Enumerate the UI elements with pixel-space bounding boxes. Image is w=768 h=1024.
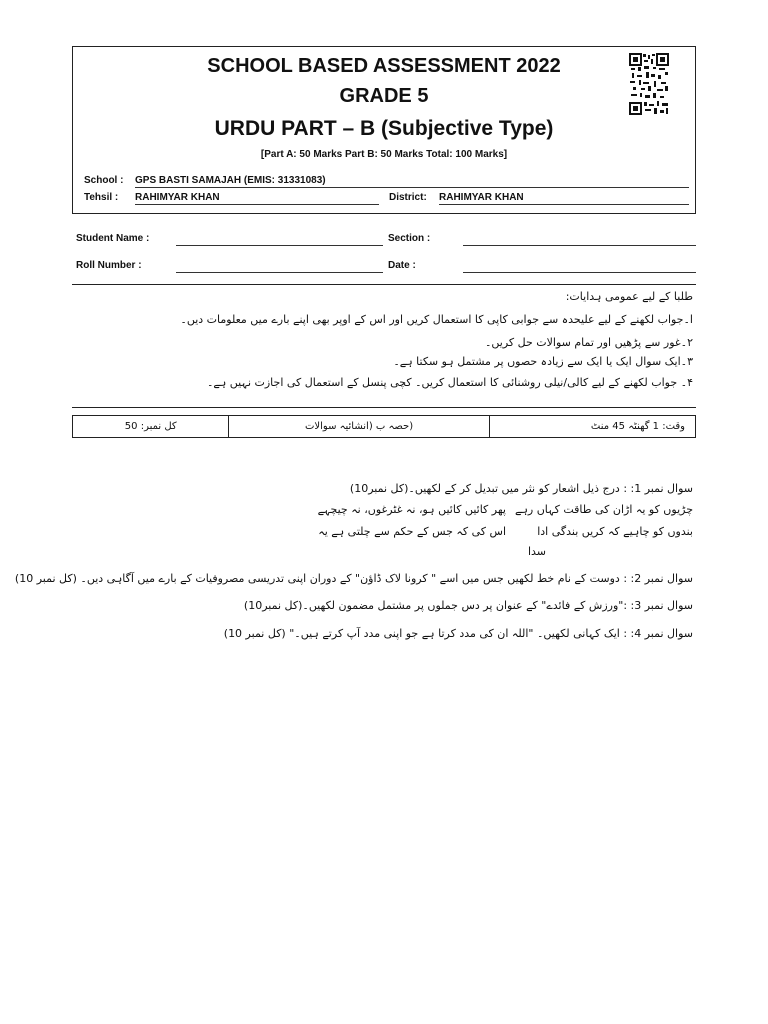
total-marks-text: کل نمبر: 50	[124, 421, 177, 432]
marks-note: [Part A: 50 Marks Part B: 50 Marks Total: 100 Marks]	[260, 149, 508, 160]
district-label: District:	[389, 192, 427, 203]
roll-number-label: Roll Number :	[76, 260, 142, 271]
date-label: Date :	[388, 260, 416, 271]
school-value: GPS BASTI SAMAJAH (EMIS: 31331083)	[135, 175, 689, 188]
instruction-item: ۳۔ایک سوال ایک یا ایک سے زیادہ حصوں پر مشتمل ہو سکتا ہے۔	[393, 355, 693, 368]
poem-line: پھر کائیں کائیں ہو، نہ غٹرغوں، نہ چیچہے	[317, 503, 506, 516]
poem-line: بندوں کو چاہیے کہ کریں بندگی ادا	[537, 525, 693, 538]
subject-title: URDU PART – B (Subjective Type)	[214, 117, 554, 140]
divider	[72, 407, 696, 408]
roll-number-field[interactable]	[176, 272, 383, 273]
student-name-label: Student Name :	[76, 233, 150, 244]
date-field[interactable]	[463, 272, 696, 273]
section-field[interactable]	[463, 245, 696, 246]
school-label: School :	[84, 175, 124, 186]
instruction-item: ۲۔غور سے پڑھیں اور تمام سوالات حل کریں۔	[484, 336, 693, 349]
student-name-field[interactable]	[176, 245, 383, 246]
tehsil-value: RAHIMYAR KHAN	[135, 192, 379, 205]
instruction-item: ا۔جواب لکھنے کے لیے علیحدہ سے جوابی کاپی کا استعمال کریں اور اس کے اوپر بھی اپنے بارے میں معلومات دیں۔	[180, 313, 693, 326]
divider	[72, 284, 696, 285]
instruction-item: ۴۔ جواب لکھنے کے لیے کالی/نیلی روشنائی کا استعمال کریں۔ کچی پنسل کے استعمال کی اجازت نہیں ہے۔	[206, 376, 693, 389]
tehsil-label: Tehsil :	[84, 192, 119, 203]
district-value: RAHIMYAR KHAN	[439, 192, 689, 205]
instructions-heading: طلبا کے لیے عمومی ہدایات:	[565, 290, 693, 303]
qr-code-icon	[629, 53, 669, 115]
total-marks	[73, 416, 228, 437]
poem-line: اس کی کہ جس کے حکم سے چلتی ہے یہ	[318, 525, 506, 538]
question-3: سوال نمبر 3: :"ورزش کے فائدے" کے عنوان پر دس جملوں پر مشتمل مضمون لکھیں۔(کل نمبر10)	[243, 599, 693, 612]
info-bar	[72, 415, 696, 438]
section-title-text: (حصہ ب (انشائیہ سوالات	[305, 421, 414, 432]
section-label: Section :	[388, 233, 431, 244]
question-1: سوال نمبر 1: : درج ذیل اشعار کو نثر میں تبدیل کر کے لکھیں۔(کل نمبر10)	[349, 482, 693, 495]
poem-line: چڑیوں کو یہ اڑان کی طاقت کہاں رہے	[515, 503, 693, 516]
time-allowed	[489, 416, 695, 437]
exam-title: SCHOOL BASED ASSESSMENT 2022	[207, 55, 561, 77]
poem-line: سدا	[527, 545, 546, 558]
question-4: سوال نمبر 4: : ایک کہانی لکھیں۔ "اللہ ان کی مدد کرتا ہے جو اپنی مدد آپ کرتے ہیں۔" (کل نمبر 10)	[223, 627, 693, 640]
question-2: سوال نمبر 2: : دوست کے نام خط لکھیں جس میں اسے " کرونا لاک ڈاؤن" کے دوران اپنی تدریسی مصروفیات کے بارے میں آگاہی دیں۔ (کل نمبر 10)	[14, 572, 693, 585]
grade-title: GRADE 5	[339, 85, 429, 107]
section-title	[228, 416, 488, 437]
time-allowed-text: وقت: 1 گھنٹہ 45 منٹ	[590, 421, 685, 432]
header-box	[72, 46, 696, 214]
